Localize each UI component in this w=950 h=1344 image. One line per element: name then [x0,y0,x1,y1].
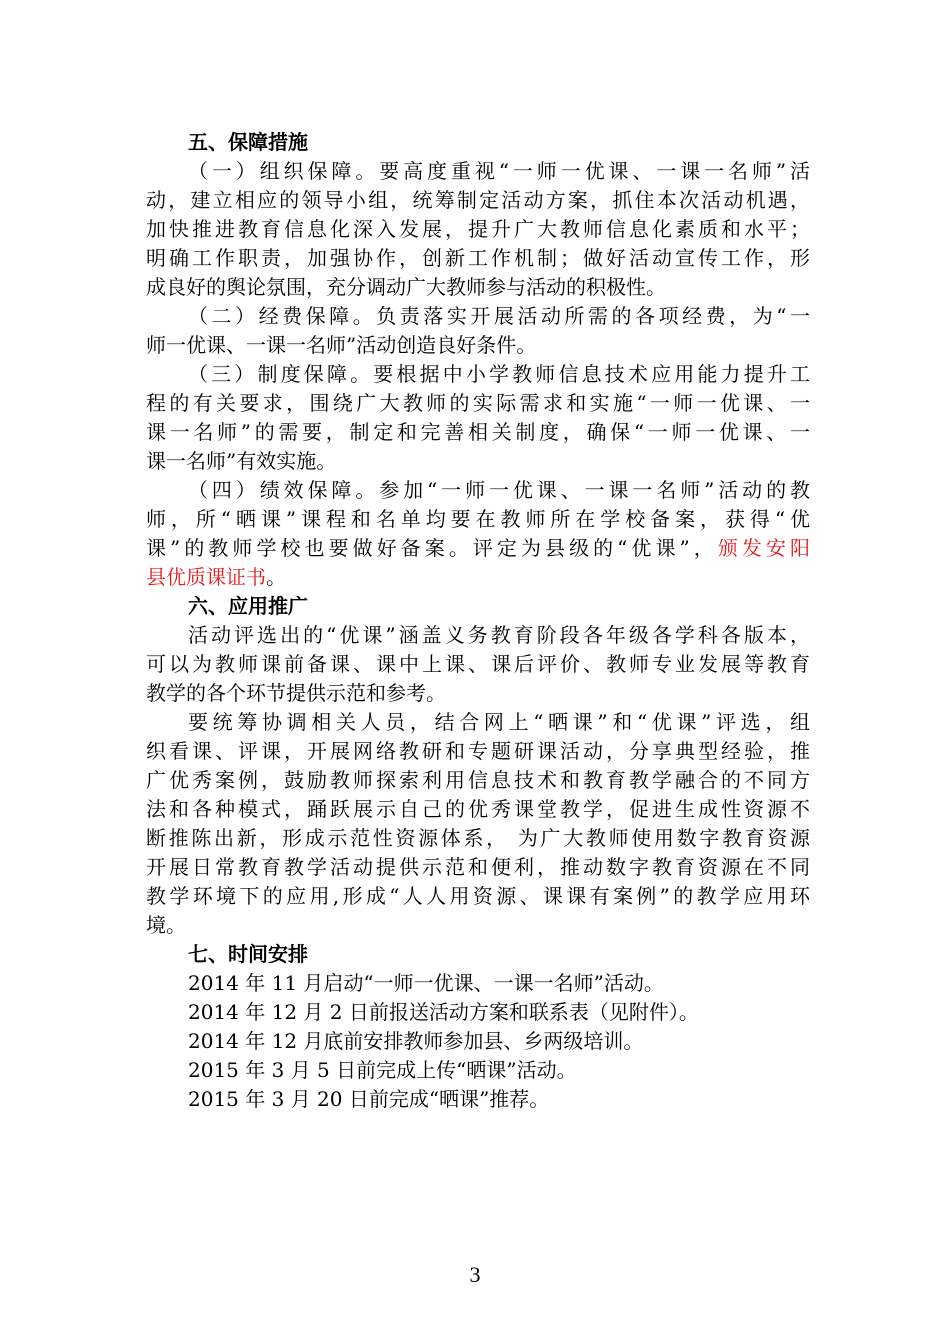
section-6-paragraph-2 [146,708,810,940]
text-line: 师，所“晒课”课程和名单均要在教师所在学校备案，获得“优 [146,507,810,531]
section-7-heading: 七、时间安排 [188,942,308,966]
text-line: （二）经费保障。负责落实开展活动所需的各项经费，为“一 [188,304,810,328]
text-line: 广优秀案例，鼓励教师探索利用信息技术和教育教学融合的不同方 [146,768,810,792]
page-content [146,128,810,1114]
section-5-paragraph-3 [146,360,810,476]
text-line: 成良好的舆论氛围，充分调动广大教师参与活动的积极性。 [146,275,666,299]
text-line: 可以为教师课前备课、课中上课、课后评价、教师专业发展等教育 [146,652,810,676]
text-line: （三）制度保障。要根据中小学教师信息技术应用能力提升工 [188,362,810,386]
schedule-list [146,969,810,1114]
text-line: 程的有关要求，围绕广大教师的实际需求和实施“一师一优课、一 [146,391,810,415]
text-line [146,534,810,563]
highlighted-text: 颁发安阳 [717,536,810,560]
section-5-heading: 五、保障措施 [188,130,308,154]
text-span: 课”的教师学校也要做好备案。评定为县级的“优课”， [146,536,718,560]
text-line: 课一名师”的需要，制定和完善相关制度，确保“一师一优课、一 [146,420,810,444]
page-number: 3 [469,1262,481,1287]
text-line: 教学环境下的应用,形成“人人用资源、课课有案例”的教学应用环 [146,884,810,908]
schedule-item: 2014 年 12 月底前安排教师参加县、乡两级培训。 [188,1029,644,1053]
text-line: 加快推进教育信息化深入发展，提升广大教师信息化素质和水平； [146,217,810,241]
section-5-paragraph-2 [146,302,810,360]
text-span: 。 [266,565,286,589]
highlighted-text: 县优质课证书 [146,565,266,589]
text-line: 课一名师”有效实施。 [146,449,337,473]
text-line: 断推陈出新，形成示范性资源体系， 为广大教师使用数字教育资源 [146,826,810,850]
text-line: 要统筹协调相关人员，结合网上“晒课”和“优课”评选，组 [188,710,810,734]
text-line: 教学的各个环节提供示范和参考。 [146,681,446,705]
text-line: 活动评选出的“优课”涵盖义务教育阶段各年级各学科各版本， [188,623,810,647]
text-line: 师一优课、一课一名师”活动创造良好条件。 [146,333,537,357]
schedule-item: 2014 年 11 月启动“一师一优课、一课一名师”活动。 [188,971,664,995]
text-line: 法和各种模式，踊跃展示自己的优秀课堂教学，促进生成性资源不 [146,797,810,821]
text-line [146,563,810,592]
schedule-item: 2014 年 12 月 2 日前报送活动方案和联系表（见附件）。 [188,1000,699,1024]
schedule-item: 2015 年 3 月 5 日前完成上传“晒课”活动。 [188,1058,577,1082]
text-line: （一）组织保障。要高度重视“一师一优课、一课一名师”活 [188,159,810,183]
section-6-heading: 六、应用推广 [188,594,308,618]
schedule-item: 2015 年 3 月 20 日前完成“晒课”推荐。 [188,1087,550,1111]
text-line: 境。 [146,913,186,937]
text-line: 动，建立相应的领导小组，统筹制定活动方案，抓住本次活动机遇， [146,188,810,212]
text-line: 开展日常教育教学活动提供示范和便利，推动数字教育资源在不同 [146,855,810,879]
text-line: 织看课、评课，开展网络教研和专题研课活动，分享典型经验，推 [146,739,810,763]
section-6-paragraph-1 [146,621,810,708]
section-5-paragraph-4 [146,476,810,592]
section-5-paragraph-1 [146,157,810,302]
text-line: 明确工作职责，加强协作，创新工作机制；做好活动宣传工作，形 [146,246,810,270]
text-line: （四）绩效保障。参加“一师一优课、一课一名师”活动的教 [188,478,810,502]
